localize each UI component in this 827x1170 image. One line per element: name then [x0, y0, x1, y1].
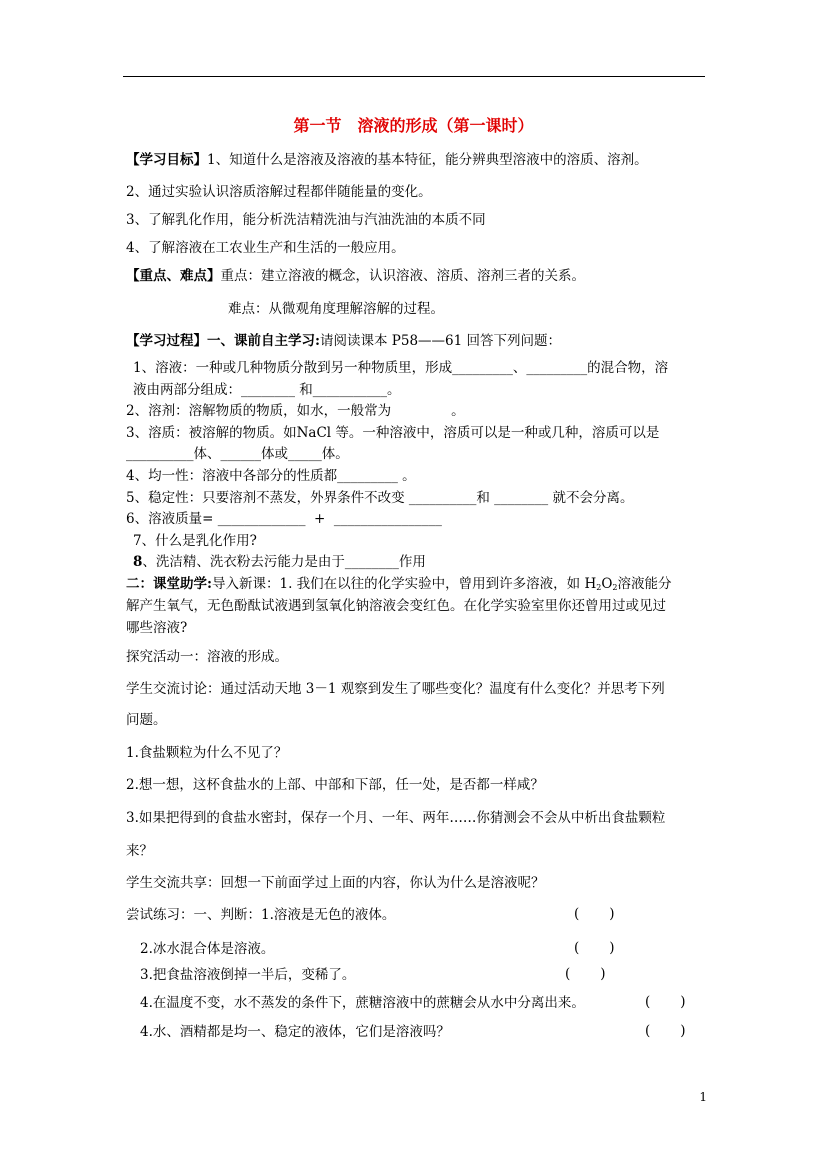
question-8 [133, 553, 426, 571]
discuss-line-a: 学生交流讨论：通过活动天地 3－1 观察到发生了哪些变化？温度有什么变化？并思考下列 [126, 681, 665, 697]
process-label: 【学习过程】 [126, 333, 207, 349]
exercise-2: 2.冰水混合体是溶液。 [140, 941, 275, 957]
discuss-question-3b: 来？ [126, 843, 153, 859]
goal-1: 1、知道什么是溶液及溶液的基本特征，能分辨典型溶液中的溶质、溶剂。 [207, 152, 648, 168]
goals-line-1 [126, 151, 648, 169]
part1-label: 一、课前自主学习: [207, 333, 320, 349]
goals-label: 【学习目标】 [126, 152, 207, 168]
exercise-4: 4.在温度不变，水不蒸发的条件下，蔗糖溶液中的蔗糖会从水中分离出来。 [140, 995, 585, 1011]
part2-line-c: 哪些溶液? [126, 620, 188, 636]
subscript-2: 2 [596, 583, 602, 592]
explore-activity: 探究活动一：溶液的形成。 [126, 649, 288, 665]
answer-paren-4: ( ) [645, 994, 686, 1010]
answer-paren-1: ( ) [574, 906, 615, 922]
question-7: 7、什么是乳化作用? [133, 533, 257, 549]
key-point: 重点：建立溶液的概念，认识溶液、溶质、溶剂三者的关系。 [220, 268, 585, 284]
exercise-1: 尝试练习：一、判断：1.溶液是无色的液体。 [126, 907, 396, 923]
key-line [126, 267, 585, 285]
question-8-text: 、洗洁精、洗衣粉去污能力是由于________作用 [142, 554, 426, 570]
question-1a: 1、溶液：一种或几种物质分散到另一种物质里，形成_________、_________的混合物，溶 [133, 360, 669, 376]
discuss-question-3a: 3.如果把得到的食盐水密封，保存一个月、一年、两年……你猜测会不会从中析出食盐颗粒 [126, 810, 666, 826]
discuss-question-1: 1.食盐颗粒为什么不见了？ [126, 745, 288, 761]
answer-paren-2: ( ) [574, 940, 615, 956]
exercise-3: 3.把食盐溶液倒掉一半后，变稀了。 [140, 967, 356, 983]
subscript-2b: 2 [612, 583, 618, 592]
question-4: 4、均一性：溶液中各部分的性质都_________ 。 [126, 468, 416, 484]
exercise-5: 4.水、酒精都是均一、稳定的液体，它们是溶液吗？ [140, 1024, 450, 1040]
discuss-line-b: 问题。 [126, 712, 167, 728]
question-1b: 液由两部分组成：________ 和___________。 [133, 382, 401, 398]
part2-line-b: 解产生氧气，无色酚酞试液遇到氢氧化钠溶液会变红色。在化学实验室里你还曾用过或见过 [126, 598, 666, 614]
part1-text: 请阅读课本 P58——61 回答下列问题： [319, 333, 562, 349]
part2-text-a-end: 溶液能分 [617, 576, 672, 592]
process-line [126, 332, 561, 350]
answer-paren-3: ( ) [565, 966, 606, 982]
goal-2: 2、通过实验认识溶质溶解过程都伴随能量的变化。 [126, 184, 432, 200]
goal-3: 3、了解乳化作用，能分析洗洁精洗油与汽油洗油的本质不同 [126, 212, 486, 228]
answer-paren-5: ( ) [645, 1023, 686, 1039]
question-6: 6、溶液质量= _____________ + ________________ [126, 511, 442, 527]
question-3b: __________体、______体或_____体。 [126, 446, 349, 462]
question-3a: 3、溶质：被溶解的物质。如NaCl 等。一种溶液中，溶质可以是一种或几种，溶质可以是 [126, 425, 660, 441]
part2-text-a: 导入新课：1. 我们在以往的化学实验中，曾用到许多溶液，如 H [211, 576, 597, 592]
header-rule [123, 76, 705, 77]
question-8-number: 8 [133, 554, 143, 570]
goal-4: 4、了解溶液在工农业生产和生活的一般应用。 [126, 240, 405, 256]
part2-line-a [126, 575, 672, 597]
question-2: 2、溶剂：溶解物质的物质，如水，一般常为 。 [126, 403, 465, 419]
key-label: 【重点、难点】 [126, 268, 221, 284]
part2-label: 二：课堂助学: [126, 576, 212, 592]
formula-o: O [601, 576, 613, 592]
share-line: 学生交流共享：回想一下前面学过上面的内容，你认为什么是溶液呢？ [126, 875, 545, 891]
difficult-point: 难点：从微观角度理解溶解的过程。 [228, 301, 444, 317]
page-number: 1 [699, 1090, 707, 1104]
discuss-question-2: 2.想一想，这杯食盐水的上部、中部和下部，任一处，是否都一样咸？ [126, 777, 544, 793]
question-5: 5、稳定性：只要溶剂不蒸发，外界条件不改变 __________和 ________ 就不会分离。 [126, 490, 634, 506]
page-title: 第一节 溶液的形成（第一课时） [293, 116, 534, 135]
